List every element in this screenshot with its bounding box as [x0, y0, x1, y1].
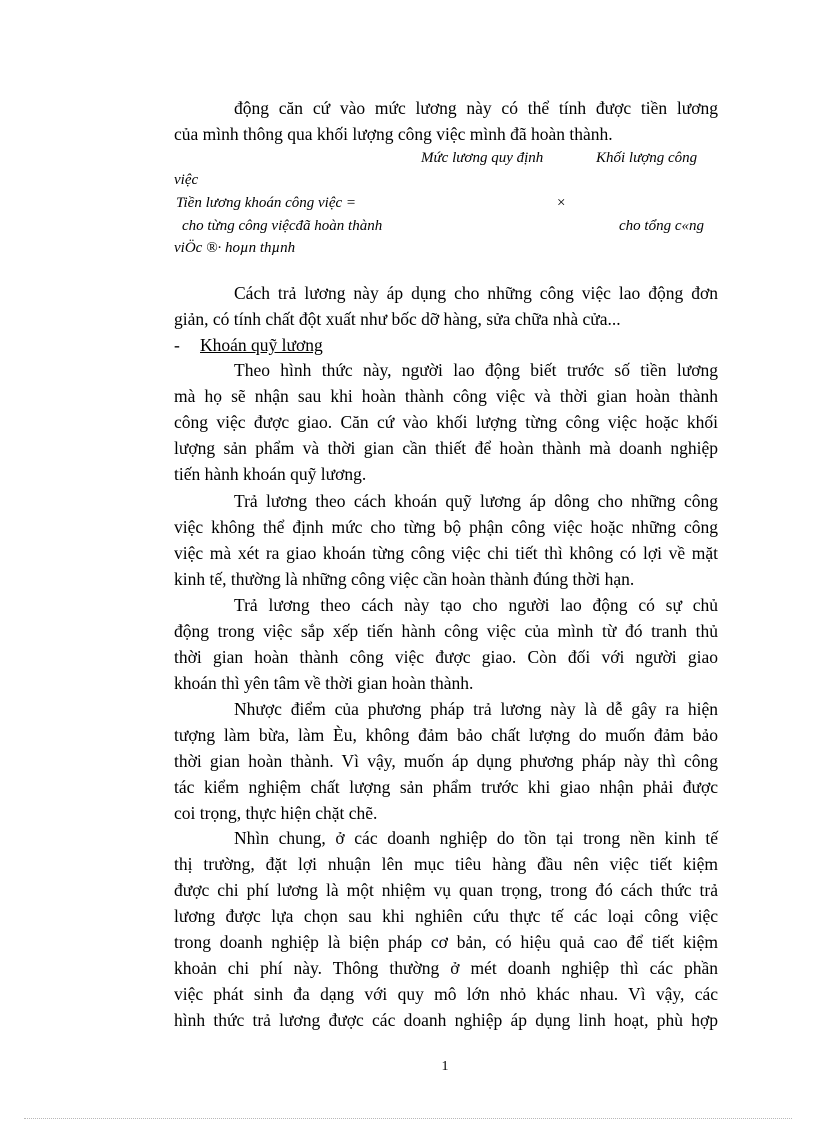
body-line: động trong việc sắp xếp tiến hành công việc của mình từ đó tranh thủ	[174, 621, 718, 641]
formula-volume-label: Khối lượng công	[596, 150, 698, 166]
body-line: trong doanh nghiệp là biện pháp cơ bản, có hiệu quả cao để tiết kiệm	[174, 932, 718, 952]
body-line: tiến hành khoán quỹ lương.	[174, 464, 367, 484]
body-line: Nhược điểm của phương pháp trả lương này là dễ gây ra hiện	[234, 699, 718, 719]
body-line: Cách trả lương này áp dụng cho những công việc lao động đơn	[234, 283, 718, 303]
body-line: được chi phí lương là một nhiệm vụ quan trọng, trong đó cách thức trả	[174, 880, 718, 900]
body-line: Trả lương theo cách này tạo cho người lao động có sự chủ	[234, 595, 718, 615]
page-bottom-border	[24, 1118, 792, 1119]
formula-continuation: việc	[174, 172, 199, 188]
body-line: kinh tế, thường là những công việc cần hoàn thành đúng thời hạn.	[174, 569, 635, 589]
body-line: Nhìn chung, ở các doanh nghiệp do tồn tại trong nền kinh tế	[234, 828, 718, 848]
bullet-dash: -	[174, 335, 180, 355]
body-line: khoản chi phí này. Thông thường ở mét doanh nghiệp thì các phần	[174, 958, 718, 978]
formula-numerator-label: Mức lương quy định	[421, 150, 544, 166]
body-line: Theo hình thức này, người lao động biết trước số tiền lương	[234, 360, 718, 380]
body-line: thời gian hoàn thành công việc được giao. Còn đối với người giao	[174, 647, 718, 667]
formula-lhs: Tiền lương khoán công việc =	[176, 195, 357, 211]
body-line: hình thức trả lương được các doanh nghiệp áp dụng linh hoạt, phù hợp	[174, 1010, 718, 1030]
section-heading-text: Khoán quỹ lương	[200, 335, 323, 355]
body-line: thị trường, đặt lợi nhuận lên mục tiêu hàng đầu nên việc tiết kiệm	[174, 854, 718, 874]
multiply-sign: ×	[557, 195, 566, 211]
body-line: khoán thì yên tâm về thời gian hoàn thành.	[174, 673, 474, 693]
body-line: Trả lương theo cách khoán quỹ lương áp dông cho những công	[234, 491, 718, 511]
body-line: mà họ sẽ nhận sau khi hoàn thành công việc và thời gian hoàn thành	[174, 386, 718, 406]
body-line: công việc được giao. Căn cứ vào khối lượng từng công việc hoặc khối	[174, 412, 718, 432]
body-line: việc mà xét ra giao khoán từng công việc chi tiết thì không có lợi về mặt	[174, 543, 718, 563]
body-line: việc phát sinh đa dạng với quy mô lớn nhỏ khác nhau. Vì vậy, các	[174, 984, 718, 1004]
body-line: việc không thể định mức cho từng bộ phận công việc hoặc những công	[174, 517, 718, 537]
body-line: tác kiểm nghiệm chất lượng sản phẩm trước khi giao nhận phải được	[174, 777, 718, 797]
formula-denominator-label: cho từng công việcđã hoàn thành	[182, 218, 383, 234]
body-line: coi trọng, thực hiện chặt chẽ.	[174, 803, 378, 823]
formula-completed-label: viÖc ®· hoµn thµnh	[174, 240, 296, 256]
body-line: thời gian hoàn thành. Vì vậy, muốn áp dụng phương pháp này thì công	[174, 751, 718, 771]
body-line: giản, có tính chất đột xuất như bốc dỡ hàng, sửa chữa nhà cửa...	[174, 309, 621, 329]
page-number: 1	[441, 1059, 449, 1074]
body-line: tượng làm bừa, làm Èu, không đảm bảo chất lượng do muốn đảm bảo	[174, 725, 718, 745]
section-heading	[174, 332, 323, 358]
body-line: của mình thông qua khối lượng công việc mình đã hoàn thành.	[174, 124, 613, 144]
formula-total-label: cho tổng c«ng	[619, 218, 704, 234]
body-line: động căn cứ vào mức lương này có thể tính được tiền lương	[234, 98, 718, 118]
body-line: lượng sản phẩm và thời gian cần thiết để hoàn thành mà doanh nghiệp	[174, 438, 718, 458]
body-line: lương được lựa chọn sau khi nghiên cứu thực tế các loại công việc	[174, 906, 718, 926]
